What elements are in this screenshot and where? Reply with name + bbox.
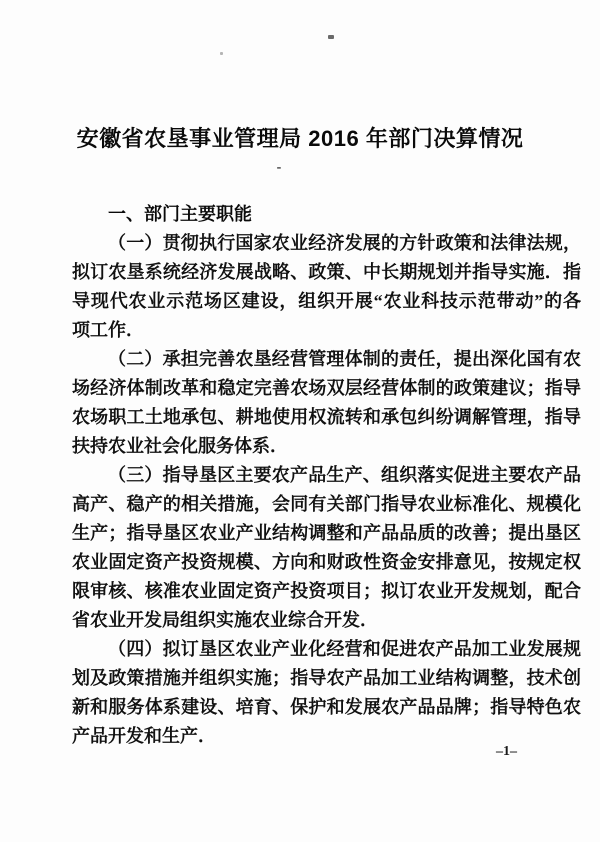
text-line: 生产；指导垦区农业产业结构调整和产品品质的改善；提出垦区 <box>72 523 581 543</box>
text-line: 农场职工土地承包、耕地使用权流转和承包纠纷调解管理，指导 <box>72 407 581 427</box>
text-line: 项工作． <box>72 320 144 340</box>
text-line: 限审核、核准农业固定资产投资项目；拟订农业开发规划，配合 <box>72 581 581 601</box>
page-title: 安徽省农垦事业管理局 2016 年部门决算情况 <box>76 126 524 151</box>
text-line: 导现代农业示范场区建设，组织开展“农业科技示范带动”的各 <box>72 291 581 311</box>
scan-artifact-speck <box>220 52 223 55</box>
page-number: –1– <box>496 744 517 759</box>
text-line: （四）拟订垦区农业产业化经营和促进农产品加工业发展规 <box>108 639 581 659</box>
title-stray-dash: - <box>276 160 282 175</box>
text-line: （二）承担完善农垦经营管理体制的责任，提出深化国有农 <box>108 349 581 369</box>
text-line: 高产、稳产的相关措施，会同有关部门指导农业标准化、规模化 <box>72 494 581 514</box>
section-heading: 一、部门主要职能 <box>108 204 252 224</box>
text-line: （三）指导垦区主要农产品生产、组织落实促进主要农产品 <box>108 465 581 485</box>
text-line: （一）贯彻执行国家农业经济发展的方针政策和法律法规， <box>108 233 581 253</box>
paragraphs <box>72 229 581 751</box>
scan-artifact-speck <box>328 35 334 39</box>
text-line: 场经济体制改革和稳定完善农场双层经营体制的政策建议；指导 <box>72 378 581 398</box>
text-line: 省农业开发局组织实施农业综合开发． <box>72 610 378 630</box>
text-line: 新和服务体系建设、培育、保护和发展农产品品牌；指导特色农 <box>72 697 581 717</box>
document-body <box>72 200 581 751</box>
text-line: 扶持农业社会化服务体系． <box>72 436 288 456</box>
text-line: 划及政策措施并组织实施；指导农产品加工业结构调整，技术创 <box>72 668 581 688</box>
text-line: 产品开发和生产． <box>72 726 216 746</box>
text-line: 拟订农垦系统经济发展战略、政策、中长期规划并指导实施．指 <box>72 262 581 282</box>
text-line: 农业固定资产投资规模、方向和财政性资金安排意见，按规定权 <box>72 552 581 572</box>
